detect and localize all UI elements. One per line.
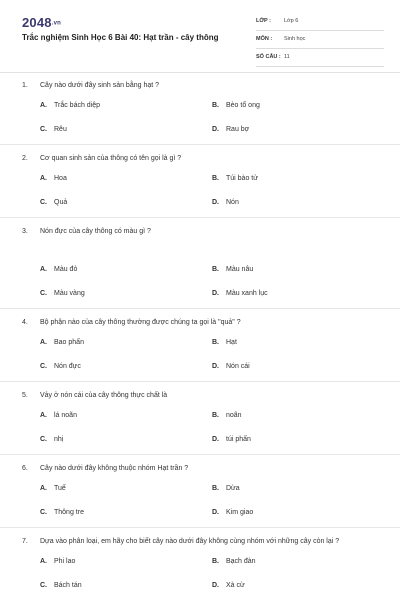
question-text: Bộ phận nào của cây thông thường được chúng ta gọi là "quả" ? <box>40 319 241 326</box>
question-list <box>0 72 400 600</box>
answer-option[interactable]: A. Tuế <box>40 485 66 492</box>
meta-label: LỚP : <box>256 18 271 24</box>
answer-option[interactable]: B. Hạt <box>212 339 237 346</box>
page-title: Trắc nghiệm Sinh Học 6 Bài 40: Hạt trần - cây thông <box>22 33 219 42</box>
question-item <box>0 528 400 600</box>
answer-option[interactable]: C. Bách tán <box>40 582 82 589</box>
question-text: Cây nào dưới đây không thuộc nhóm Hạt trần ? <box>40 465 189 472</box>
answer-option[interactable]: C. Màu vàng <box>40 290 85 297</box>
answer-option[interactable]: B. Dừa <box>212 485 240 492</box>
answer-option[interactable]: C. Thông tre <box>40 509 84 516</box>
answer-option[interactable]: B. Túi bào tử <box>212 175 258 182</box>
answer-option[interactable]: C. nhị <box>40 436 64 443</box>
question-text: Cây nào dưới đây sinh sản bằng hạt ? <box>40 82 160 89</box>
answer-option[interactable]: A. Bao phấn <box>40 339 84 346</box>
meta-value: 11 <box>284 54 290 60</box>
meta-row-count <box>256 50 384 67</box>
question-item <box>0 72 400 145</box>
answer-option[interactable]: A. Hoa <box>40 175 67 182</box>
logo-main: 2048 <box>22 15 52 30</box>
answer-option[interactable]: B. Màu nâu <box>212 266 254 273</box>
answer-option[interactable]: D. Nón <box>212 199 239 206</box>
quiz-meta <box>256 14 384 68</box>
question-item <box>0 218 400 309</box>
meta-value: Sinh học <box>284 36 306 42</box>
page-header <box>0 0 400 73</box>
question-number: 5. <box>22 392 28 399</box>
meta-label: SỐ CÂU : <box>256 54 281 60</box>
answer-option[interactable]: B. Bạch đàn <box>212 558 256 565</box>
question-text: Nón đực của cây thông có màu gì ? <box>40 228 151 235</box>
question-item <box>0 455 400 528</box>
question-number: 1. <box>22 82 28 89</box>
question-item <box>0 382 400 455</box>
question-item <box>0 309 400 382</box>
question-number: 4. <box>22 319 28 326</box>
answer-option[interactable]: D. Kim giao <box>212 509 254 516</box>
question-number: 3. <box>22 228 28 235</box>
meta-value: Lớp 6 <box>284 18 299 24</box>
question-text: Dựa vào phân loại, em hãy cho biết cây nào dưới đây không cùng nhóm với những cây còn lại ? <box>40 538 340 545</box>
answer-option[interactable]: C. Quả <box>40 199 68 206</box>
logo-tld: .vn <box>51 20 62 27</box>
answer-option[interactable]: D. Rau bợ <box>212 126 250 133</box>
answer-option[interactable]: D. túi phấn <box>212 436 251 443</box>
answer-option[interactable]: D. Nón cái <box>212 363 250 370</box>
answer-option[interactable]: C. Nón đực <box>40 363 81 370</box>
meta-row-subject <box>256 32 384 49</box>
answer-option[interactable]: A. Phi lao <box>40 558 76 565</box>
question-text: Cơ quan sinh sản của thông có tên gọi là gì ? <box>40 155 182 162</box>
question-number: 6. <box>22 465 28 472</box>
answer-option[interactable]: A. lá noãn <box>40 412 77 419</box>
meta-label: MÔN : <box>256 36 273 42</box>
site-logo[interactable] <box>22 15 61 30</box>
answer-option[interactable]: C. Rêu <box>40 126 67 133</box>
answer-option[interactable]: B. Bèo tổ ong <box>212 102 260 109</box>
answer-option[interactable]: D. Màu xanh lục <box>212 290 268 297</box>
answer-option[interactable]: A. Màu đỏ <box>40 266 78 273</box>
question-number: 2. <box>22 155 28 162</box>
question-number: 7. <box>22 538 28 545</box>
answer-option[interactable]: D. Xà cừ <box>212 582 245 589</box>
question-text: Vảy ở nón cái của cây thông thực chất là <box>40 392 168 399</box>
answer-option[interactable]: B. noãn <box>212 412 242 419</box>
question-item <box>0 145 400 218</box>
meta-row-class <box>256 14 384 31</box>
answer-option[interactable]: A. Trắc bách diệp <box>40 102 101 109</box>
